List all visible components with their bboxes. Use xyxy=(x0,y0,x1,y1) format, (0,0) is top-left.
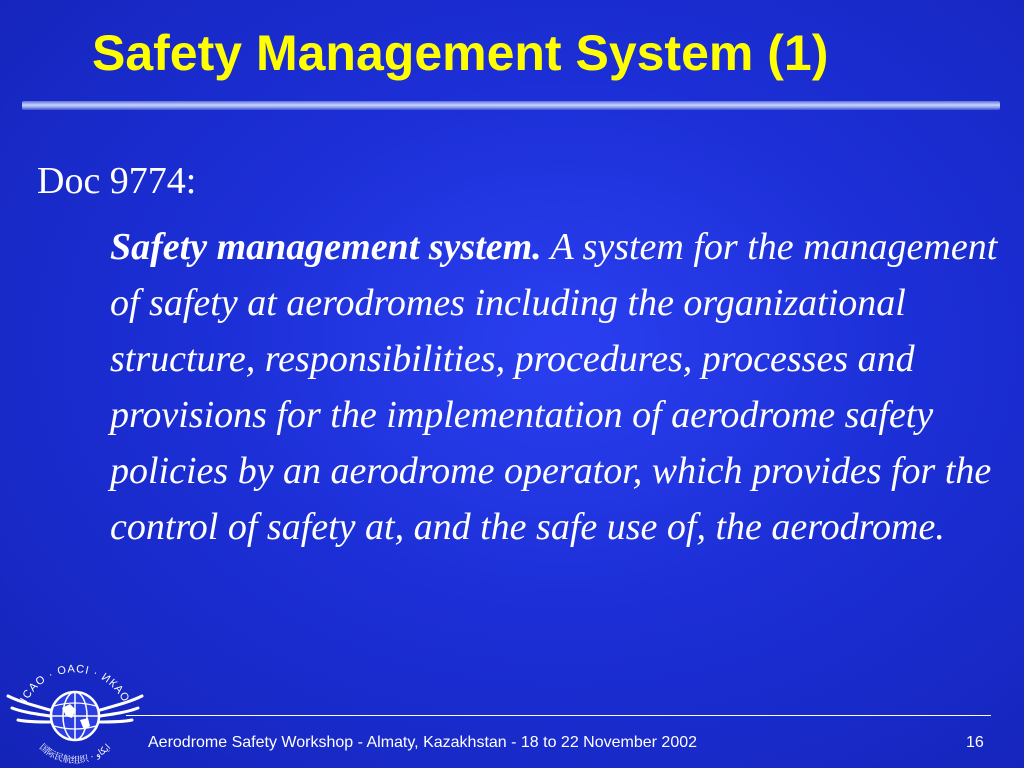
definition-paragraph xyxy=(110,219,1000,555)
slide-title: Safety Management System (1) xyxy=(92,25,829,81)
definition-term: Safety management system. xyxy=(110,226,542,268)
definition-body: A system for the management of safety at aerodromes including the organizational structure, responsibilities, procedures, processes and provisions for the implementation of aerodrome safety policies by an aerodrome operator, which provides for the control of safety at, and the safe use of, the aerodrome. xyxy=(110,226,998,548)
icao-emblem-icon xyxy=(0,638,150,768)
logo-bottom-text: 国际民航组织 · ايكاو xyxy=(37,742,114,766)
footer-caption: Aerodrome Safety Workshop - Almaty, Kazakhstan - 18 to 22 November 2002 xyxy=(148,734,698,751)
globe-icon xyxy=(51,692,99,740)
doc-reference: Doc 9774: xyxy=(37,160,197,202)
logo-ring-text: ICAO · OACI · ИКАО xyxy=(18,663,132,705)
footer-divider xyxy=(126,715,991,716)
svg-text:国际民航组织 · ايكاو xyxy=(37,742,113,766)
title-divider xyxy=(22,101,1000,110)
page-number: 16 xyxy=(966,734,984,751)
